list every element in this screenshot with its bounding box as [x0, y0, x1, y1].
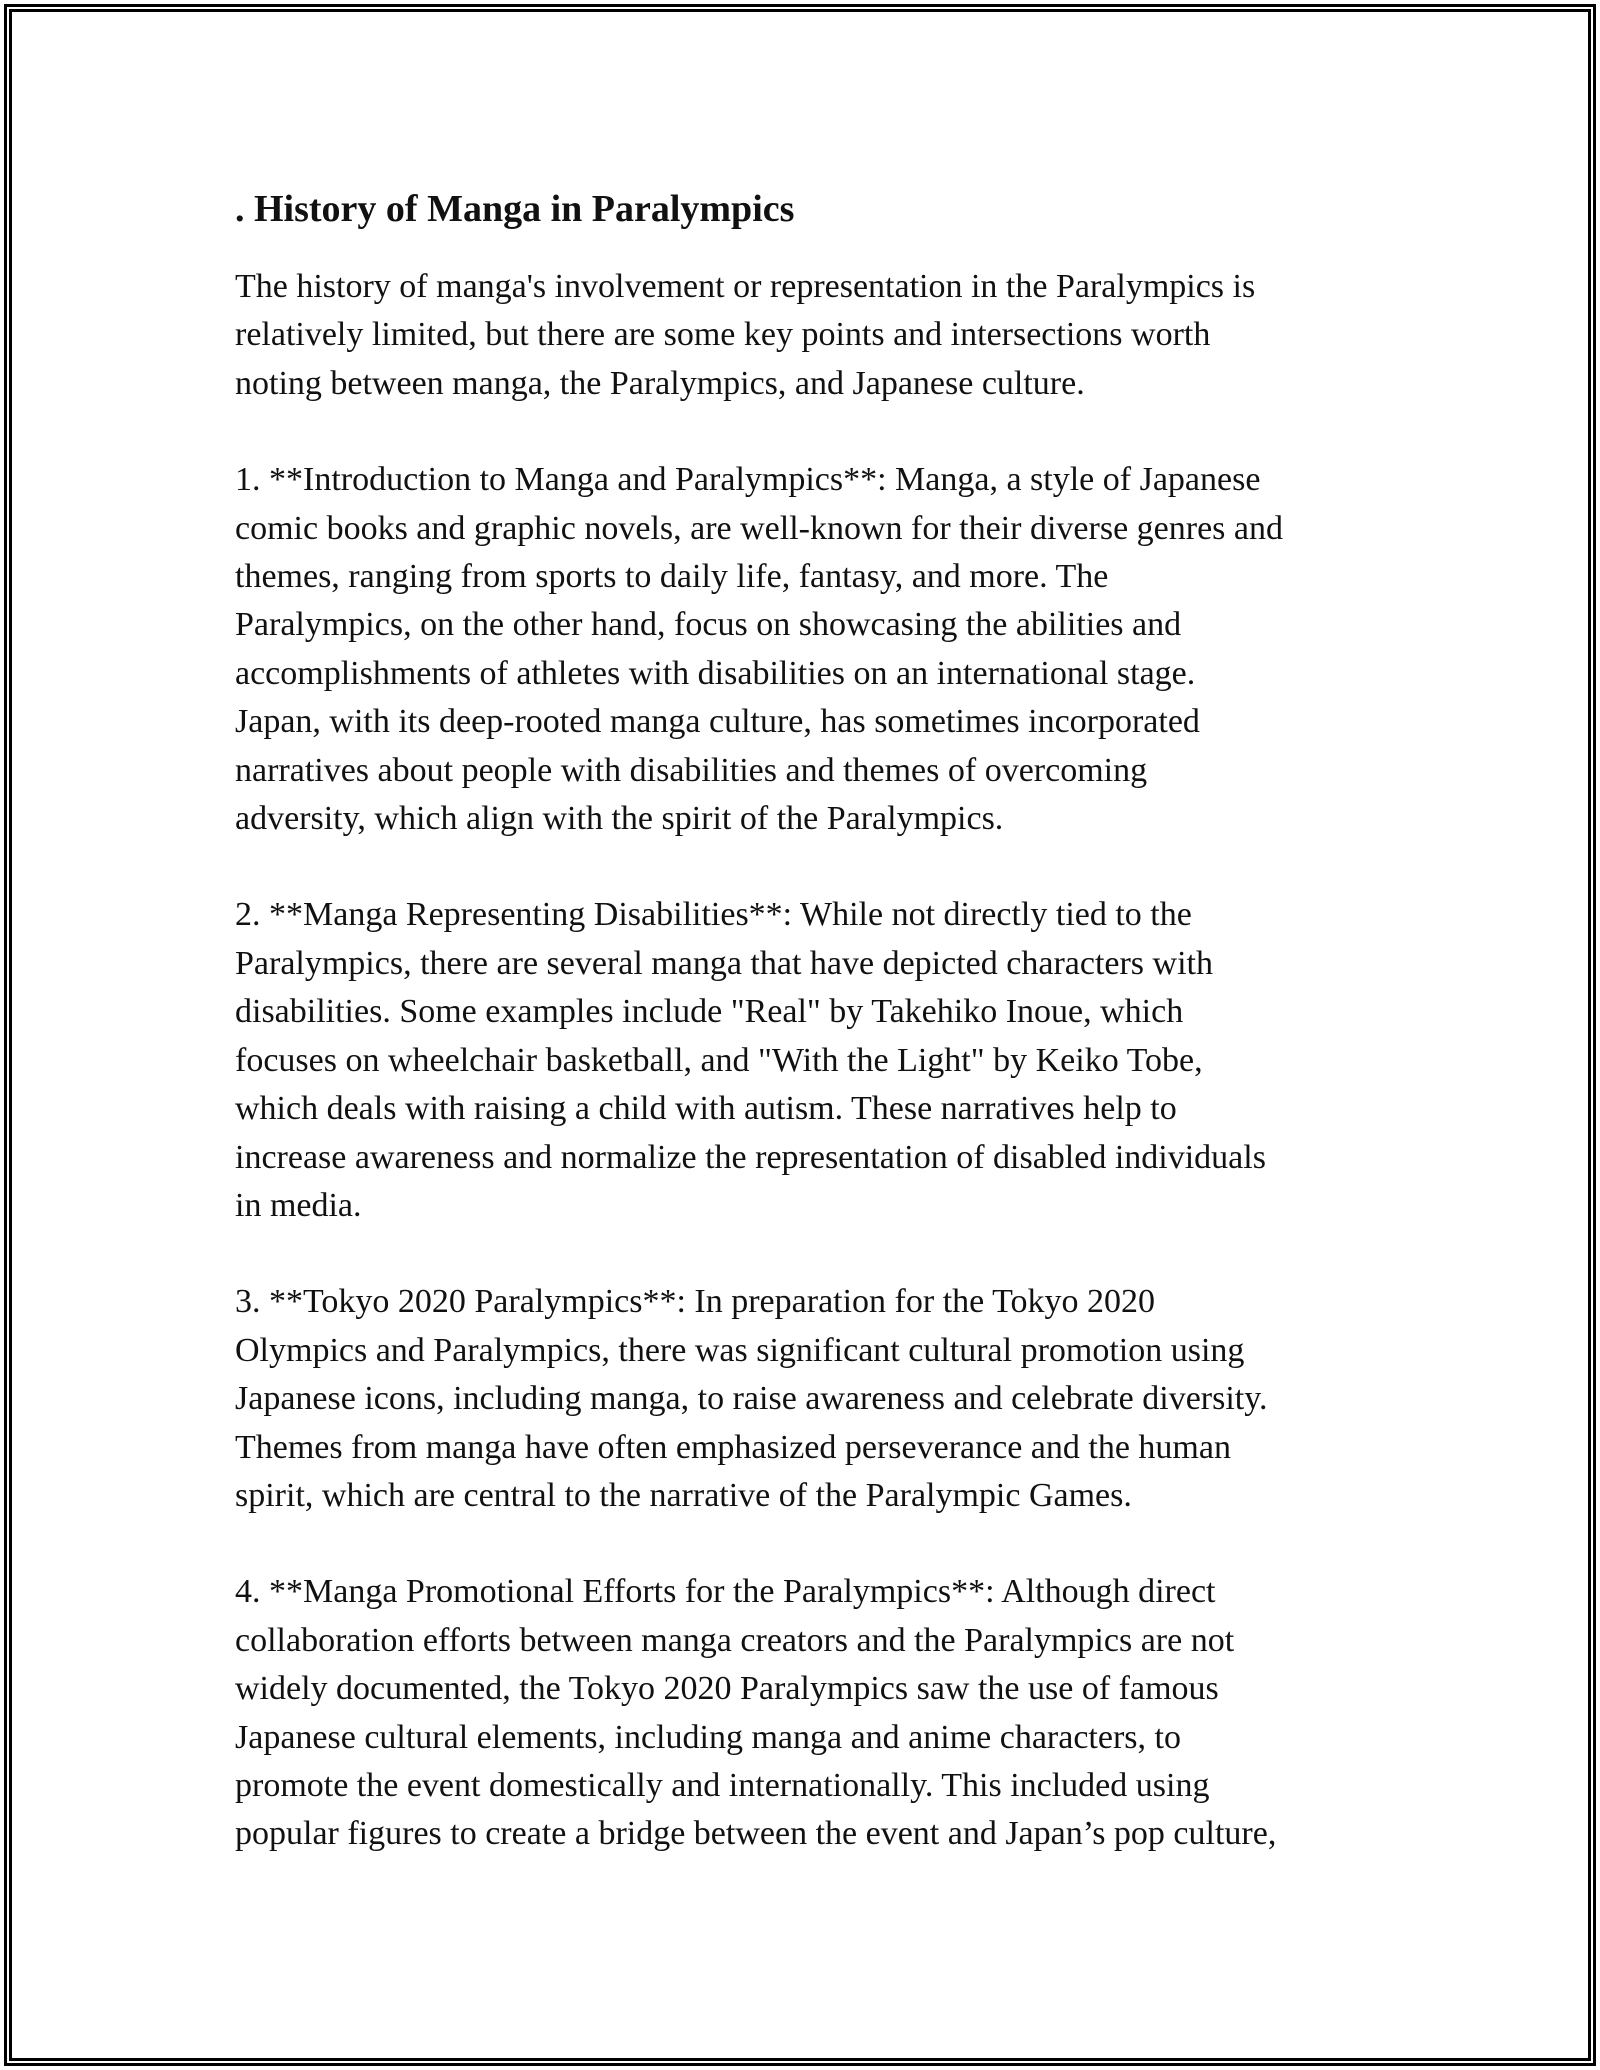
- intro-paragraph: The history of manga's involvement or representation in the Paralympics is relatively limited, but there are some key points and intersections worth noting between manga, the Paralympics, and Japanese culture.: [235, 268, 1256, 402]
- paragraph-tokyo-2020-paralympics: 3. **Tokyo 2020 Paralympics**: In preparation for the Tokyo 2020 Olympics and Paralympics, there was significant cultural promotion using Japanese icons, including manga, to raise awareness and celebrate diversity. Themes from manga have often emphasized perseverance and the human spirit, which are central to the narrative of the Paralympic Games.: [235, 1283, 1268, 1514]
- paragraph-manga-representing-disabilities: 2. **Manga Representing Disabilities**: While not directly tied to the Paralympics, there are several manga that have depicted characters with disabilities. Some examples include "Real" by Takehiko Inoue, which focuses on wheelchair basketball, and "With the Light" by Keiko Tobe, which deals with raising a child with autism. These narratives help to increase awareness and normalize the representation of disabled individuals in media.: [235, 896, 1266, 1224]
- paragraph-introduction-manga-paralympics: 1. **Introduction to Manga and Paralympics**: Manga, a style of Japanese comic books and graphic novels, are well-known for their diverse genres and themes, ranging from sports to daily life, fantasy, and more. The Paralympics, on the other hand, focus on showcasing the abilities and accomplishments of athletes with disabilities on an international stage. Japan, with its deep-rooted manga culture, has sometimes incorporated narratives about people with disabilities and themes of overcoming adversity, which align with the spirit of the Paralympics.: [235, 461, 1283, 838]
- paragraph-manga-promotional-efforts: 4. **Manga Promotional Efforts for the Paralympics**: Although direct collaboration efforts between manga creators and the Paralympics are not widely documented, the Tokyo 2020 Paralympics saw the use of famous Japanese cultural elements, including manga and anime characters, to promote the event domestically and internationally. This included using popular figures to create a bridge between the event and Japan’s pop culture,: [235, 1573, 1277, 1853]
- document-body: [235, 186, 1385, 1907]
- section-heading: . History of Manga in Paralympics: [235, 188, 795, 230]
